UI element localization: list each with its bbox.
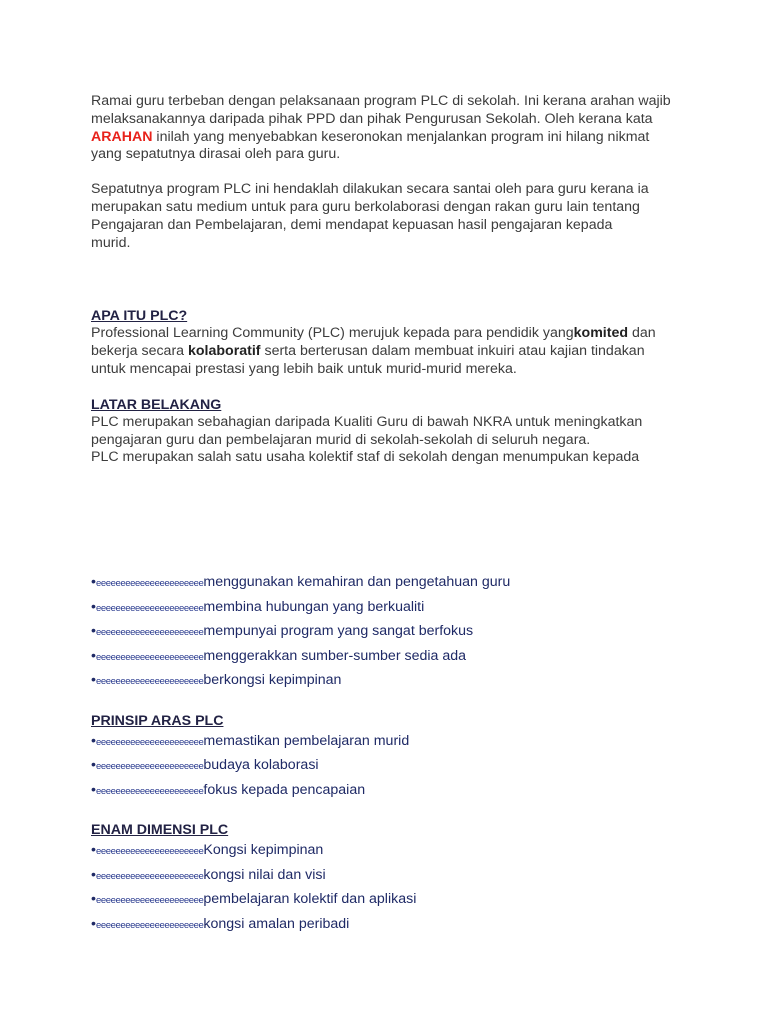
bullet-filler: eeeeeeeeeeeeeeeeeeeeee [95, 651, 204, 663]
bullet-filler: eeeeeeeeeeeeeeeeeeeeee [95, 761, 204, 773]
document-page [91, 93, 691, 937]
list-item [91, 620, 691, 645]
intro-paragraph-2 [91, 181, 651, 252]
intro-paragraph-2-text: Sepatutnya program PLC ini hendaklah dilakukan secara santai oleh para guru kerana ia merupakan satu medium untuk para guru berkolaborasi dengan rakan guru lain tentang Pengajaran dan Pembelajaran, demi mendapat kepuasan hasil pengajaran kepada murid. [91, 181, 649, 251]
intro-text-before: Ramai guru terbeban dengan pelaksanaan program PLC di sekolah. Ini kerana arahan wajib melaksanakannya daripada pihak PPD dan pihak Pengurusan Sekolah. Oleh kerana kata [91, 93, 671, 127]
intro-text-after: inilah yang menyebabkan keseronokan menjalankan program ini hilang nikmat yang sepatutnya dirasai oleh para guru. [91, 128, 650, 163]
bullet-dot-icon: • [91, 672, 96, 689]
apa-itu-text-b: dan bekerja secara [91, 325, 656, 360]
bullet-dot-icon: • [91, 915, 96, 932]
list-item [91, 839, 691, 864]
list-item [91, 571, 691, 596]
list-item [91, 730, 691, 755]
latar-belakang-paragraph-2 [91, 449, 691, 467]
bullet-dot-icon: • [91, 647, 96, 664]
bullet-filler: eeeeeeeeeeeeeeeeeeeeee [95, 627, 204, 639]
focus-list [91, 571, 691, 694]
intro-paragraph-1 [91, 93, 673, 164]
list-item-text: kongsi amalan peribadi [203, 915, 350, 932]
list-item-text: berkongsi kepimpinan [203, 672, 342, 689]
enam-dimensi-heading: ENAM DIMENSI PLC [91, 822, 229, 839]
bullet-filler: eeeeeeeeeeeeeeeeeeeeee [95, 846, 204, 858]
bullet-dot-icon: • [91, 891, 96, 908]
komited-emphasis: komited [573, 325, 629, 342]
latar-belakang-heading: LATAR BELAKANG [91, 396, 222, 413]
list-item-text: budaya kolaborasi [203, 757, 319, 774]
apa-itu-plc-paragraph [91, 325, 683, 378]
bullet-filler: eeeeeeeeeeeeeeeeeeeeee [95, 870, 204, 882]
bullet-dot-icon: • [91, 574, 96, 591]
latar-text-1: PLC merupakan sebahagian daripada Kualiti Guru di bawah NKRA untuk meningkatkan pengajaran guru dan pembelajaran murid di sekolah-sekolah di seluruh negara. [91, 413, 643, 448]
list-item [91, 888, 691, 913]
list-item [91, 779, 691, 804]
apa-itu-plc-heading: APA ITU PLC? [91, 308, 188, 325]
list-item-text: mempunyai program yang sangat berfokus [203, 623, 474, 640]
list-item-text: fokus kepada pencapaian [203, 781, 366, 798]
prinsip-list [91, 730, 691, 804]
latar-belakang-paragraph-1 [91, 414, 691, 450]
list-item [91, 754, 691, 779]
list-item [91, 913, 691, 938]
bullet-filler: eeeeeeeeeeeeeeeeeeeeee [95, 919, 204, 931]
bullet-dot-icon: • [91, 781, 96, 798]
latar-text-2: PLC merupakan salah satu usaha kolektif staf di sekolah dengan menumpukan kepada [91, 449, 640, 466]
bullet-filler: eeeeeeeeeeeeeeeeeeeeee [95, 602, 204, 614]
list-item-text: Kongsi kepimpinan [203, 842, 324, 859]
list-item-text: memastikan pembelajaran murid [203, 732, 410, 749]
bullet-dot-icon: • [91, 732, 96, 749]
prinsip-aras-heading: PRINSIP ARAS PLC [91, 712, 224, 729]
apa-itu-text-c: serta berterusan dalam membuat inkuiri atau kajian tindakan untuk mencapai prestasi yang lebih baik untuk murid-murid mereka. [91, 343, 645, 377]
bullet-filler: eeeeeeeeeeeeeeeeeeeeee [95, 895, 204, 907]
bullet-dot-icon: • [91, 598, 96, 615]
list-item [91, 669, 691, 694]
list-item-text: menggunakan kemahiran dan pengetahuan guru [203, 574, 511, 591]
bullet-filler: eeeeeeeeeeeeeeeeeeeeee [95, 676, 204, 688]
bullet-dot-icon: • [91, 866, 96, 883]
list-item [91, 596, 691, 621]
arahan-emphasis: ARAHAN [91, 128, 153, 145]
list-item [91, 645, 691, 670]
list-item-text: menggerakkan sumber-sumber sedia ada [203, 647, 467, 664]
list-item-text: membina hubungan yang berkualiti [203, 598, 425, 615]
bullet-dot-icon: • [91, 842, 96, 859]
list-item [91, 864, 691, 889]
bullet-dot-icon: • [91, 623, 96, 640]
bullet-filler: eeeeeeeeeeeeeeeeeeeeee [95, 578, 204, 590]
list-item-text: kongsi nilai dan visi [203, 866, 326, 883]
apa-itu-text-a: Professional Learning Community (PLC) merujuk kepada para pendidik yang [91, 325, 574, 342]
list-item-text: pembelajaran kolektif dan aplikasi [203, 891, 417, 908]
bullet-filler: eeeeeeeeeeeeeeeeeeeeee [95, 736, 204, 748]
bullet-dot-icon: • [91, 757, 96, 774]
kolaboratif-emphasis: kolaboratif [188, 343, 261, 360]
bullet-filler: eeeeeeeeeeeeeeeeeeeeee [95, 785, 204, 797]
enam-dimensi-list [91, 839, 691, 937]
